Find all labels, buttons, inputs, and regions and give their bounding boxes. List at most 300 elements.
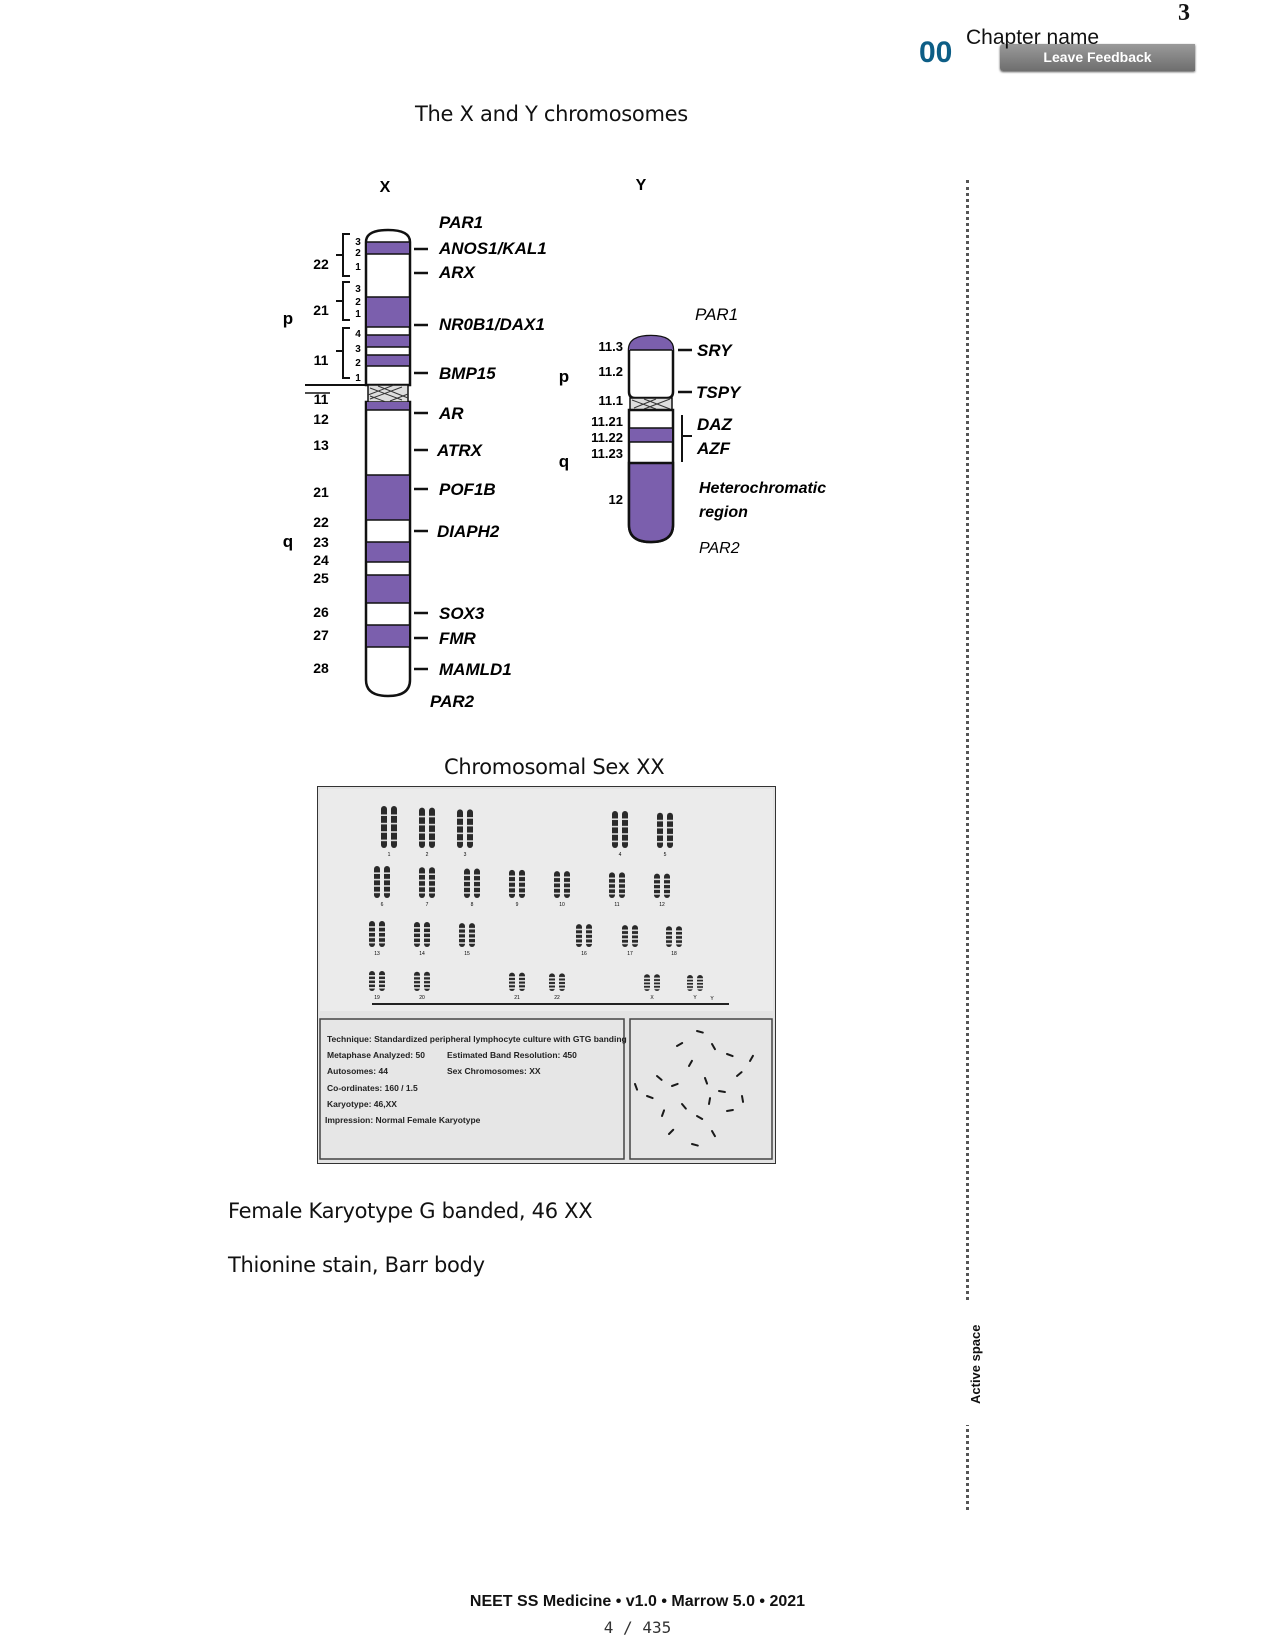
x-gene-label: ANOS1/KAL1	[439, 239, 547, 258]
chromosome-number: X	[650, 995, 654, 1001]
x-q-band: 24	[313, 552, 329, 568]
chromosome-band	[424, 942, 430, 944]
x-p-region: 22	[313, 256, 329, 272]
chromosome-band	[509, 984, 515, 986]
x-q-band: 21	[313, 484, 329, 500]
chromosome-number: 12	[659, 902, 665, 908]
chromosome-band	[657, 820, 663, 822]
report-coordinates: Co-ordinates: 160 / 1.5	[327, 1083, 418, 1093]
chromosome-band	[619, 893, 625, 895]
chromosome-number: 16	[581, 951, 587, 957]
x-q-band: 13	[313, 437, 329, 453]
chromosome-band	[381, 814, 387, 816]
metaphase-chromosome	[719, 1091, 725, 1092]
report-resolution: Estimated Band Resolution: 450	[447, 1050, 577, 1060]
chromosome-band	[622, 934, 628, 936]
chromosome-number: 10	[559, 902, 565, 908]
chromosome-band	[687, 978, 693, 980]
x-gene-label: AR	[439, 404, 464, 423]
chromosome-band	[419, 816, 425, 818]
chromosome-band	[687, 988, 693, 990]
x-p-subband: 3	[355, 284, 361, 295]
x-band-p11-3	[367, 355, 409, 366]
chromosome-band	[687, 985, 693, 987]
chromosome-band	[509, 980, 515, 982]
chromosome-band	[429, 840, 435, 842]
chromosome	[391, 806, 397, 848]
chromosome-band	[459, 933, 465, 935]
chromosome-number: 4	[618, 852, 622, 858]
y-band-label: 11.3	[598, 339, 623, 354]
chromosome-number: 15	[464, 951, 470, 957]
chromosome-band	[559, 987, 565, 989]
chromosome-number: 21	[514, 995, 520, 1001]
note-karyotype: Female Karyotype G banded, 46 XX	[228, 1199, 593, 1223]
chromosome-band	[644, 988, 650, 990]
chromosome-band	[519, 980, 525, 982]
chromosome-number: Y	[710, 996, 714, 1002]
note-barr-body: Thionine stain, Barr body	[228, 1253, 485, 1277]
figure2-title: Chromosomal Sex XX	[444, 755, 665, 779]
chromosome-number: 1	[387, 852, 391, 858]
chromosome-band	[379, 975, 385, 977]
x-p-region: 11	[313, 352, 329, 368]
x-gene-label: FMR	[439, 629, 476, 648]
chromosome-number: 14	[419, 951, 425, 957]
chromosome-band	[519, 976, 525, 978]
chromosome-band	[644, 984, 650, 986]
chromosome-band	[464, 874, 470, 876]
x-p-subband: 2	[355, 358, 361, 369]
chromosome-band	[586, 933, 592, 935]
x-gene-label: POF1B	[439, 480, 496, 499]
chromosome-band	[619, 883, 625, 885]
chromosome-band	[429, 832, 435, 834]
chromosome	[657, 813, 663, 848]
chromosome-band	[654, 879, 660, 881]
leave-feedback-button[interactable]: Leave Feedback	[1000, 44, 1195, 71]
x-band-q27	[367, 625, 409, 647]
chromosome-band	[459, 937, 465, 939]
chromosome-band	[429, 886, 435, 888]
chromosome-band	[676, 939, 682, 941]
x-gene-label: MAMLD1	[439, 660, 512, 679]
chromosome	[622, 811, 628, 848]
report-metaphase: Metaphase Analyzed: 50	[327, 1050, 425, 1060]
chromosome-band	[464, 886, 470, 888]
chromosome-band	[369, 931, 375, 933]
chromosome	[374, 866, 380, 898]
x-p-subband: 1	[355, 309, 361, 320]
x-p-subband: 2	[355, 248, 361, 259]
x-band-q11	[367, 402, 409, 410]
chromosome-band	[429, 873, 435, 875]
y-band-label: 11.22	[591, 430, 623, 445]
y-gene-label: PAR2	[699, 540, 740, 557]
x-p-subband: 1	[355, 262, 361, 273]
chromosome-band	[666, 943, 672, 945]
chromosome-band	[391, 840, 397, 842]
chromosome-band	[464, 892, 470, 894]
chromosome-band	[509, 892, 515, 894]
chromosome-band	[509, 881, 515, 883]
chromosome-band	[381, 831, 387, 833]
chromosome-band	[419, 873, 425, 875]
chromosome-band	[644, 981, 650, 983]
chromosome-band	[664, 879, 670, 881]
x-q-band: 22	[313, 514, 329, 530]
chromosome-band	[429, 824, 435, 826]
x-q-band: 12	[313, 411, 329, 427]
metaphase-chromosome	[742, 1096, 743, 1102]
chromosome-band	[632, 930, 638, 932]
chromosome-band	[664, 893, 670, 895]
chromosome-band	[467, 840, 473, 842]
chromosome-band	[549, 987, 555, 989]
chromosome-band	[519, 892, 525, 894]
chromosome	[467, 809, 473, 848]
x-p-subband: 3	[355, 237, 361, 248]
y-band-label: 12	[608, 492, 623, 507]
x-gene-label: NR0B1/DAX1	[439, 315, 545, 334]
chromosome-number: 9	[515, 902, 519, 908]
chromosome	[419, 808, 425, 848]
page-number: 3	[1178, 0, 1190, 26]
chromosome-band	[654, 981, 660, 983]
chromosome-band	[424, 976, 430, 978]
chromosome-band	[519, 984, 525, 986]
x-arm-p-label: p	[282, 309, 294, 328]
chromosome-band	[381, 823, 387, 825]
chromosome-band	[667, 827, 673, 829]
chromosome-number: 22	[554, 995, 560, 1001]
x-gene-label: BMP15	[439, 364, 496, 383]
chromosome-band	[612, 841, 618, 843]
chromosome-band	[644, 978, 650, 980]
chromosome-band	[612, 826, 618, 828]
y-band-label: 11.21	[591, 414, 623, 429]
metaphase-chromosome	[727, 1110, 733, 1111]
chromosome-band	[676, 935, 682, 937]
chromosome-number: Y	[693, 995, 697, 1001]
y-chromosome	[559, 305, 826, 557]
chromosome-band	[519, 887, 525, 889]
chromosome-band	[414, 927, 420, 929]
chromosome-band	[609, 888, 615, 890]
chromosome-number: 8	[470, 902, 474, 908]
y-gene-label: region	[699, 504, 748, 521]
chromosome-band	[509, 887, 515, 889]
y-gene-label: AZF	[697, 439, 731, 458]
chromosome-number: 13	[374, 951, 380, 957]
chromosome-band	[457, 833, 463, 835]
chromosome-band	[554, 887, 560, 889]
chromosome-band	[654, 888, 660, 890]
chromosome-band	[657, 827, 663, 829]
chapter-name: Chapter name	[966, 26, 1100, 49]
chromosome-band	[666, 930, 672, 932]
chromosome-band	[697, 988, 703, 990]
metaphase-chromosome	[709, 1098, 710, 1104]
chromosome-band	[414, 987, 420, 989]
chromosome-band	[697, 981, 703, 983]
chromosome-band	[564, 882, 570, 884]
chromosome-band	[654, 984, 660, 986]
chromosome-band	[429, 892, 435, 894]
chromosome-band	[549, 984, 555, 986]
report-technique: Technique: Standardized peripheral lymphocyte culture with GTG banding	[327, 1034, 627, 1044]
chromosome-band	[457, 840, 463, 842]
chromosome-band	[469, 928, 475, 930]
x-p-subband: 1	[355, 373, 361, 384]
x-chromosome	[283, 213, 547, 711]
xy-chromosome-ideogram	[0, 170, 900, 730]
chromosome-number: 7	[425, 902, 429, 908]
chromosome-band	[424, 987, 430, 989]
chromosome-band	[379, 926, 385, 928]
chromosome-band	[622, 818, 628, 820]
x-band-p21	[367, 297, 409, 327]
chromosome	[384, 866, 390, 898]
chromosome-band	[664, 888, 670, 890]
chromosome-band	[654, 893, 660, 895]
chromosome	[457, 809, 463, 848]
metaphase-box	[630, 1019, 772, 1159]
chromosome-band	[424, 937, 430, 939]
chromosome-band	[424, 932, 430, 934]
x-gene-label: PAR2	[430, 692, 475, 711]
chromosome-band	[576, 933, 582, 935]
chromosome-band	[384, 872, 390, 874]
chromosome	[667, 813, 673, 848]
chromosome-band	[419, 832, 425, 834]
x-p-subband: 2	[355, 297, 361, 308]
y-centromere	[630, 398, 672, 410]
chromosome-band	[419, 840, 425, 842]
chromosome-band	[622, 943, 628, 945]
x-q-band: 25	[313, 570, 329, 586]
chromosome-band	[419, 824, 425, 826]
chromosome-band	[424, 983, 430, 985]
report-autosomes: Autosomes: 44	[327, 1066, 388, 1076]
report-sex-chromosomes: Sex Chromosomes: XX	[447, 1066, 541, 1076]
chromosome-band	[612, 818, 618, 820]
chromosome-band	[391, 814, 397, 816]
chromosome-band	[429, 880, 435, 882]
chromosome-band	[559, 984, 565, 986]
chromosome-band	[586, 942, 592, 944]
chromosome-number: 2	[425, 852, 429, 858]
x-band-p22-2	[367, 242, 409, 254]
chromosome-band	[654, 883, 660, 885]
chromosome-band	[667, 834, 673, 836]
chromosome-band	[664, 883, 670, 885]
chromosome-band	[622, 826, 628, 828]
x-gene-label: ATRX	[437, 441, 483, 460]
chromosome-number: 11	[614, 902, 620, 908]
y-gene-label: PAR1	[695, 305, 739, 324]
chromosome-band	[657, 834, 663, 836]
chromosome-band	[632, 938, 638, 940]
chromosome-band	[676, 930, 682, 932]
active-space-label: Active space	[968, 1324, 983, 1404]
chromosome-band	[666, 935, 672, 937]
chromosome-band	[391, 831, 397, 833]
chromosome-band	[379, 979, 385, 981]
x-band-p11-4	[367, 335, 409, 347]
chromosome-band	[419, 880, 425, 882]
chromosome-band	[667, 841, 673, 843]
x-q-band: 27	[313, 627, 329, 643]
chromosome-band	[414, 976, 420, 978]
x-gene-label: ARX	[439, 263, 475, 282]
chromosome-band	[381, 840, 387, 842]
chromosome-band	[467, 817, 473, 819]
chromosome-band	[379, 987, 385, 989]
chromosome-band	[619, 888, 625, 890]
chromosome-band	[632, 934, 638, 936]
chromosome-band	[519, 875, 525, 877]
chromosome-band	[469, 933, 475, 935]
chromosome-band	[464, 880, 470, 882]
footer-text: NEET SS Medicine • v1.0 • Marrow 5.0 • 2021	[469, 1593, 806, 1610]
page-counter: 4 / 435	[603, 1618, 672, 1637]
chromosome	[612, 811, 618, 848]
chromosome-band	[564, 887, 570, 889]
y-gene-label: SRY	[697, 341, 732, 360]
chromosome-band	[554, 893, 560, 895]
chromosome-band	[657, 841, 663, 843]
chapter-number: 00	[919, 36, 953, 69]
chromosome-band	[374, 879, 380, 881]
y-band-label: 11.23	[591, 446, 623, 461]
chromosome-band	[564, 893, 570, 895]
chromosome-band	[474, 880, 480, 882]
chromosome-band	[384, 879, 390, 881]
chromosome-band	[509, 875, 515, 877]
chromosome-band	[622, 938, 628, 940]
y-daz-azf-bracket	[682, 415, 692, 462]
chromosome-band	[369, 987, 375, 989]
chromosome-band	[559, 977, 565, 979]
chromosome-band	[576, 942, 582, 944]
chromosome-band	[667, 820, 673, 822]
x-column-label: X	[379, 179, 391, 196]
chromosome-band	[474, 886, 480, 888]
chromosome-number: 20	[419, 995, 425, 1001]
chromosome-band	[369, 983, 375, 985]
chromosome-band	[654, 988, 660, 990]
chromosome-band	[414, 937, 420, 939]
chromosome-band	[576, 938, 582, 940]
x-band-q25	[367, 575, 409, 603]
chromosome-band	[609, 883, 615, 885]
chromosome-band	[429, 816, 435, 818]
chromosome-band	[414, 932, 420, 934]
chromosome-band	[654, 978, 660, 980]
chromosome-band	[676, 943, 682, 945]
chromosome-band	[687, 981, 693, 983]
chromosome	[429, 808, 435, 848]
chromosome-band	[384, 892, 390, 894]
y-gene-label: TSPY	[696, 383, 741, 402]
chromosome-band	[586, 929, 592, 931]
chromosome-band	[419, 892, 425, 894]
chromosome-band	[459, 942, 465, 944]
chromosome-band	[622, 841, 628, 843]
y-band-q12	[630, 463, 672, 541]
chromosome-band	[564, 876, 570, 878]
chromosome-band	[474, 874, 480, 876]
y-band-label: 11.2	[598, 364, 623, 379]
chromosome-band	[622, 833, 628, 835]
chromosome-band	[374, 872, 380, 874]
chromosome-band	[414, 979, 420, 981]
chromosome-band	[424, 927, 430, 929]
chromosome-band	[384, 885, 390, 887]
chromosome-band	[509, 987, 515, 989]
x-p-subband: 3	[355, 344, 361, 355]
chromosome-band	[469, 942, 475, 944]
x-q-band: 28	[313, 660, 329, 676]
y-arm-p-label: p	[558, 367, 570, 386]
chromosome-band	[379, 983, 385, 985]
chromosome-band	[424, 979, 430, 981]
x-gene-label: PAR1	[439, 213, 484, 232]
chromosome-band	[549, 977, 555, 979]
chromosome-number: 5	[663, 852, 667, 858]
y-column-label: Y	[635, 177, 647, 194]
chromosome-band	[666, 939, 672, 941]
chromosome	[381, 806, 387, 848]
chromosome-band	[609, 878, 615, 880]
x-band-q23	[367, 542, 409, 562]
x-gene-label: DIAPH2	[437, 522, 500, 541]
chromosome-number: 19	[374, 995, 380, 1001]
chromosome-number: 3	[463, 852, 467, 858]
chromosome-band	[467, 825, 473, 827]
y-gene-label: Heterochromatic	[699, 480, 827, 497]
chromosome-band	[419, 886, 425, 888]
chromosome-band	[509, 976, 515, 978]
chromosome-band	[619, 878, 625, 880]
chromosome-band	[576, 929, 582, 931]
chromosome-band	[414, 942, 420, 944]
x-gene-label: SOX3	[439, 604, 485, 623]
report-karyotype: Karyotype: 46,XX	[327, 1099, 397, 1109]
chromosome-band	[369, 942, 375, 944]
chromosome-band	[612, 833, 618, 835]
chromosome-band	[519, 881, 525, 883]
chromosome-band	[632, 943, 638, 945]
chromosome-band	[369, 979, 375, 981]
y-arm-q-label: q	[558, 452, 570, 471]
x-band-q21	[367, 475, 409, 520]
chromosome-band	[554, 882, 560, 884]
chromosome-band	[374, 892, 380, 894]
chromosome-band	[459, 928, 465, 930]
chromosome-band	[414, 983, 420, 985]
report-impression: Impression: Normal Female Karyotype	[325, 1115, 481, 1125]
karyotype-photo	[317, 786, 776, 1164]
chromosome-band	[622, 930, 628, 932]
figure1-title: The X and Y chromosomes	[415, 102, 688, 126]
x-p-subband: 4	[355, 329, 361, 340]
x-q-band: 23	[313, 534, 329, 550]
chromosome-band	[379, 942, 385, 944]
x-q-band: 26	[313, 604, 329, 620]
chromosome-band	[559, 980, 565, 982]
